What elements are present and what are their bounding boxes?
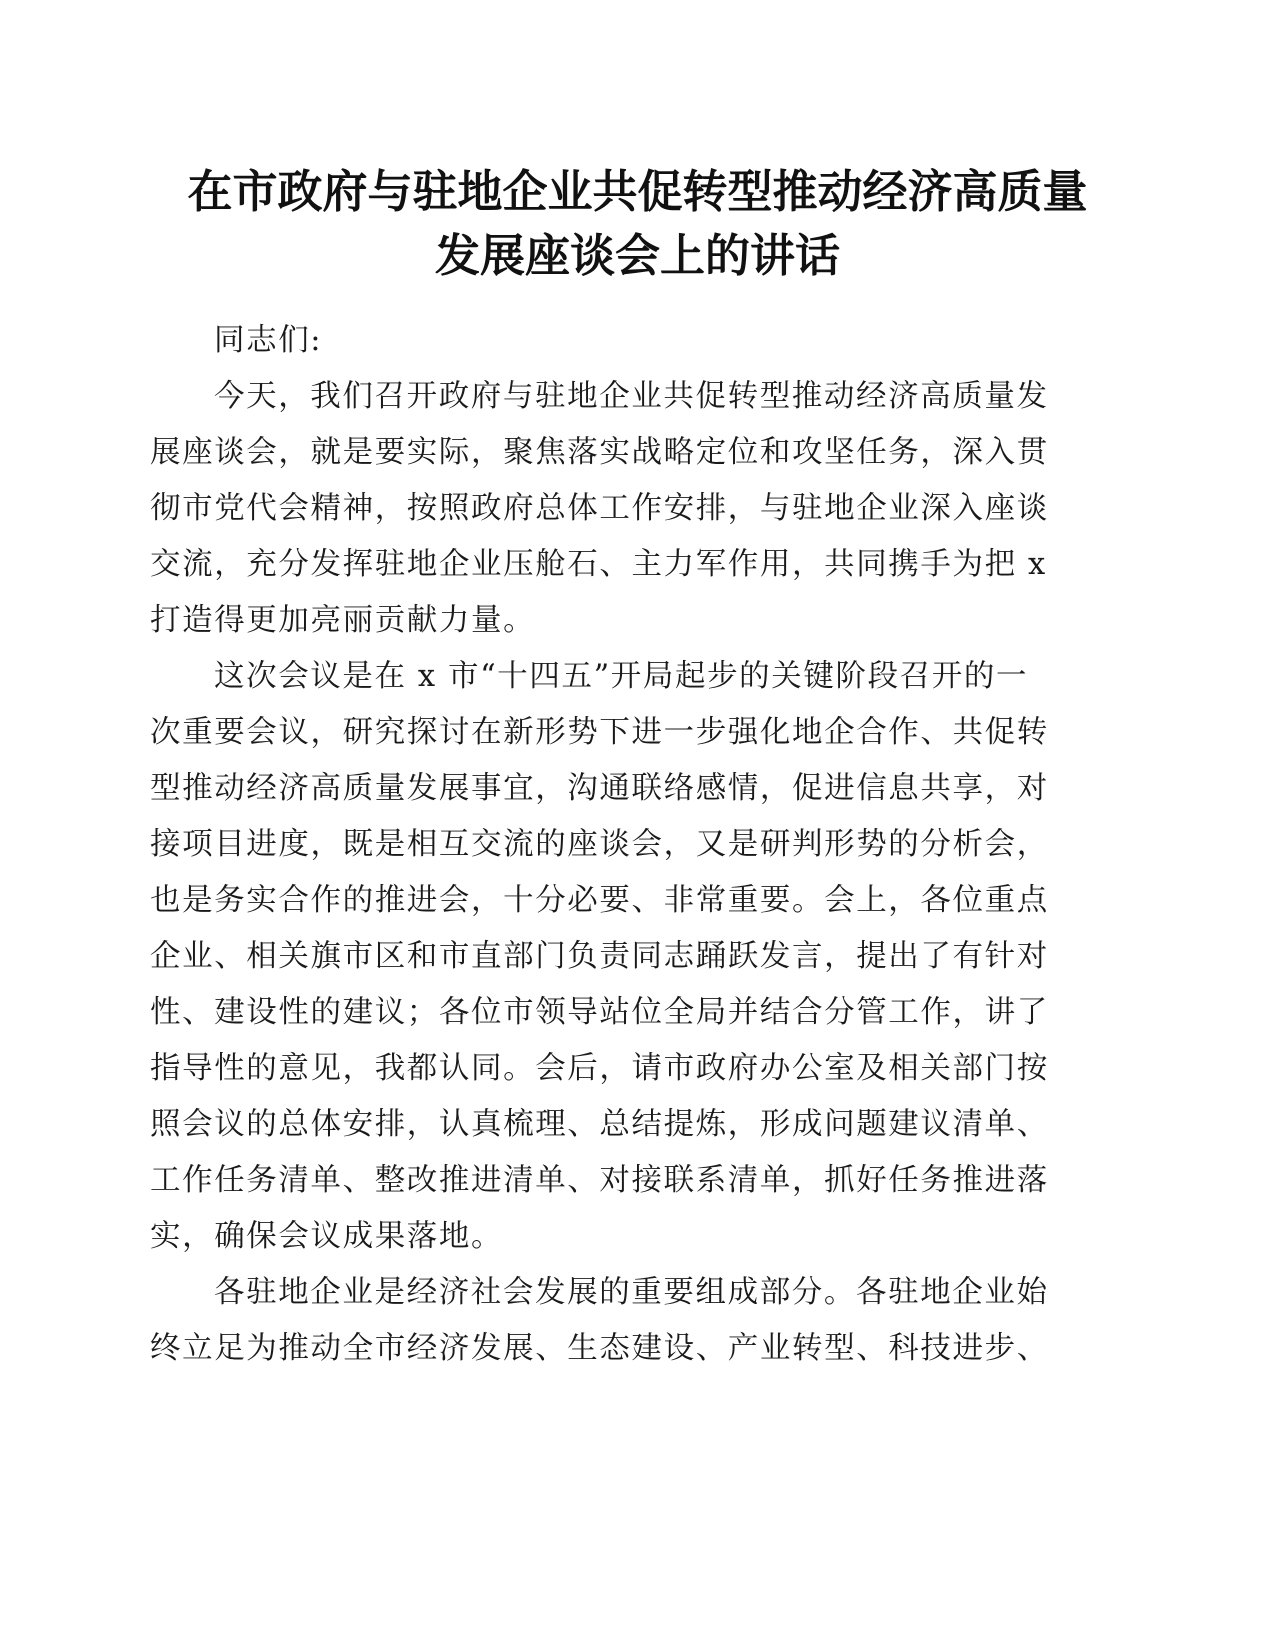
paragraph-line: 今天，我们召开政府与驻地企业共促转型推动经济高质量发 xyxy=(214,379,1049,414)
paragraph-line: 接项目进度，既是相互交流的座谈会，又是研判形势的分析会， xyxy=(150,827,1049,862)
document-body xyxy=(150,313,1125,1377)
paragraph-line: 也是务实合作的推进会，十分必要、非常重要。会上，各位重点 xyxy=(150,883,1049,918)
paragraph-line: 工作任务清单、整改推进清单、对接联系清单，抓好任务推进落 xyxy=(150,1163,1049,1198)
paragraph-line: 指导性的意见，我都认同。会后，请市政府办公室及相关部门按 xyxy=(150,1051,1049,1086)
document-title xyxy=(150,160,1125,288)
paragraph-line: 终立足为推动全市经济发展、生态建设、产业转型、科技进步、 xyxy=(150,1331,1049,1366)
paragraph-line: 性、建设性的建议；各位市领导站位全局并结合分管工作，讲了 xyxy=(150,995,1049,1030)
paragraph-line: 展座谈会，就是要实际，聚焦落实战略定位和攻坚任务，深入贯 xyxy=(150,435,1049,470)
paragraph-line: 各驻地企业是经济社会发展的重要组成部分。各驻地企业始 xyxy=(214,1275,1049,1310)
paragraph-line: 交流，充分发挥驻地企业压舱石、主力军作用，共同携手为把 x xyxy=(150,547,1047,582)
paragraph-2 xyxy=(150,649,1125,1265)
title-line-2: 发展座谈会上的讲话 xyxy=(434,229,840,282)
paragraph-1 xyxy=(150,369,1125,649)
paragraph-line: 型推动经济高质量发展事宜，沟通联络感情，促进信息共享，对 xyxy=(150,771,1049,806)
paragraph-line: 打造得更加亮丽贡献力量。 xyxy=(150,603,536,638)
paragraph-line: 这次会议是在 x 市“十四五”开局起步的关键阶段召开的一 xyxy=(214,659,1029,694)
paragraph-line: 企业、相关旗市区和市直部门负责同志踊跃发言，提出了有针对 xyxy=(150,939,1049,974)
paragraph-line: 次重要会议，研究探讨在新形势下进一步强化地企合作、共促转 xyxy=(150,715,1049,750)
paragraph-line: 实，确保会议成果落地。 xyxy=(150,1219,504,1254)
paragraph-line: 彻市党代会精神，按照政府总体工作安排，与驻地企业深入座谈 xyxy=(150,491,1049,526)
salutation: 同志们: xyxy=(214,323,323,358)
paragraph-line: 照会议的总体安排，认真梳理、总结提炼，形成问题建议清单、 xyxy=(150,1107,1049,1142)
title-line-1: 在市政府与驻地企业共促转型推动经济高质量 xyxy=(187,165,1088,218)
paragraph-3 xyxy=(150,1265,1125,1377)
